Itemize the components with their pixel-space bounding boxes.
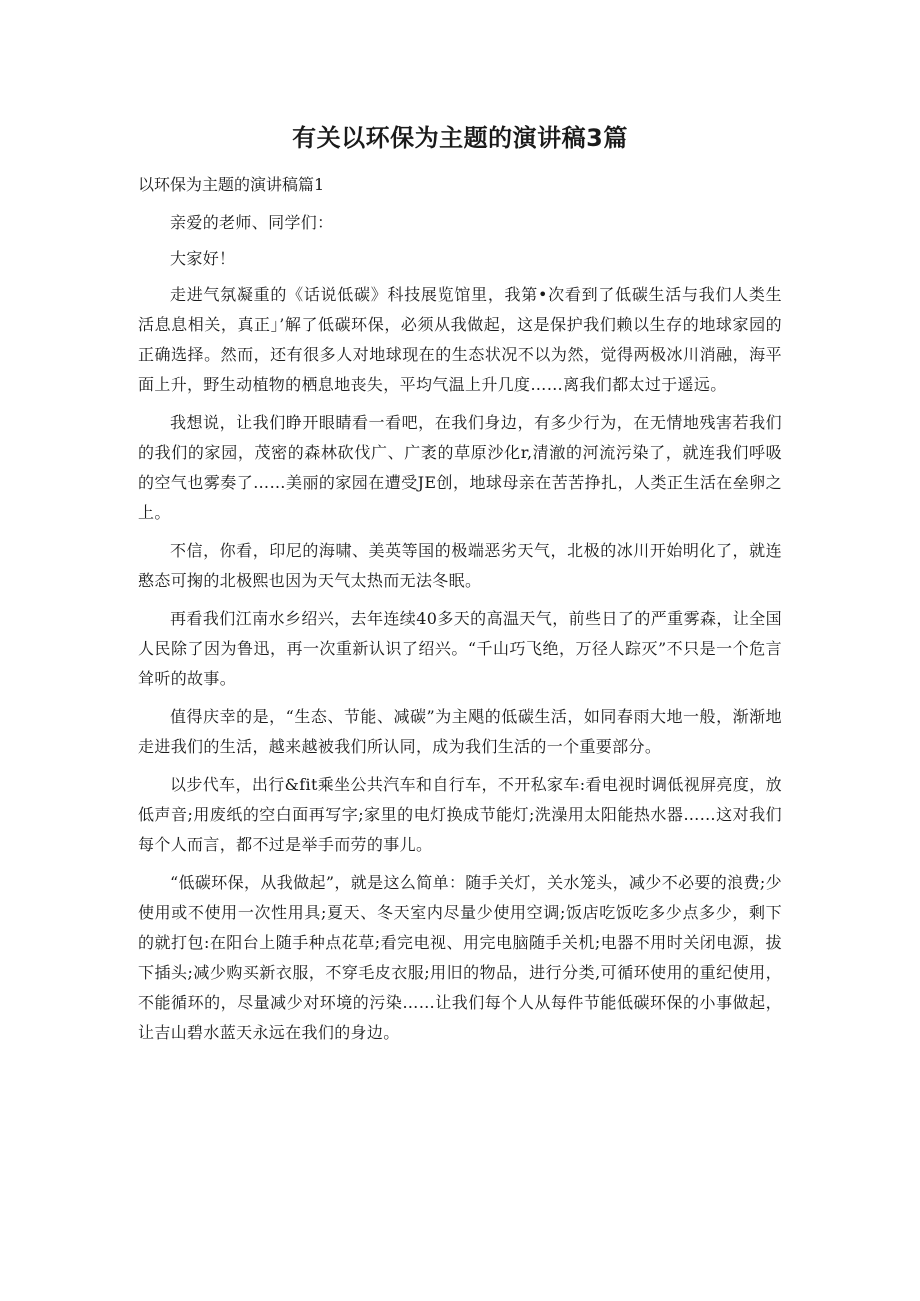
document-title: 有关以环保为主题的演讲稿3篇: [292, 124, 628, 152]
paragraph-salutation: 大家好！: [170, 249, 236, 268]
paragraph: 走进气氛凝重的《话说低碳》科技展览馆里，我第•次看到了低碳生活与我们人类生活息息相关，真正」’解了低碳环保，必须从我做起，这是保护我们赖以生存的地球家园的正确选择。然而，还有很多人对地球现在的生态状况不以为然，觉得两极冰川消融，海平面上升，野生动植物的栖息地丧失，平均气温上升几度……离我们都太过于遥远。: [138, 285, 782, 394]
paragraph: 再看我们江南水乡绍兴，去年连续40多天的高温天气，前些日了的严重雾森，让全国人民除了因为鲁迅，再一次重新认识了绍兴。“千山巧飞绝，万径人踪灭”不只是一个危言耸听的故事。: [138, 609, 782, 688]
document-body: [138, 208, 782, 1056]
paragraph: 我想说，让我们睁开眼睛看一看吧，在我们身边，有多少行为，在无情地残害若我们的我们的家园，茂密的森林砍伐广、广袤的草原沙化r,清澈的河流污染了，就连我们呼吸的空气也雾奏了……美丽的家园在遭受JE创，地球母亲在苦苦挣扎，人类正生活在垒卵之上。: [138, 413, 782, 522]
paragraph: 不信，你看，印尼的海啸、美英等国的极端恶劣天气，北极的冰川开始明化了，就连憨态可掬的北极熙也因为天气太热而无法冬眠。: [138, 541, 782, 590]
paragraph: 值得庆幸的是，“生态、节能、减碳”为主飓的低碳生活，如同春雨大地一般，渐渐地走进我们的生活，越来越被我们所认同，成为我们生活的一个重要部分。: [138, 707, 782, 756]
paragraph-greeting: 亲爱的老师、同学们：: [170, 213, 334, 232]
section-heading: 以环保为主题的演讲稿篇1: [138, 175, 325, 194]
paragraph: 以步代车，出行&fit乘坐公共汽车和自行车，不开私家车:看电视时调低视屏亮度，放低声音;用废纸的空白面再写字;家里的电灯换成节能灯;洗澡用太阳能热水器……这对我们每个人而言，都不过是举手而劳的事儿。: [138, 775, 782, 854]
paragraph: “低碳环保，从我做起”，就是这么简单：随手关灯，关水笼头，减少不必要的浪费;少使用或不使用一次性用具;夏天、冬天室内尽量少使用空调;饭店吃饭吃多少点多少，剩下的就打包:在阳台上随手种点花草;看完电视、用完电脑随手关机;电器不用时关闭电源，拔下插头;减少购买新衣服，不穿毛皮衣服;用旧的物品，进行分类,可循环使用的重纪使用，不能循环的，尽量减少对环境的污染……让我们每个人从每件节能低碳环保的小事做起，让吉山碧水蓝天永远在我们的身边。: [138, 873, 782, 1042]
